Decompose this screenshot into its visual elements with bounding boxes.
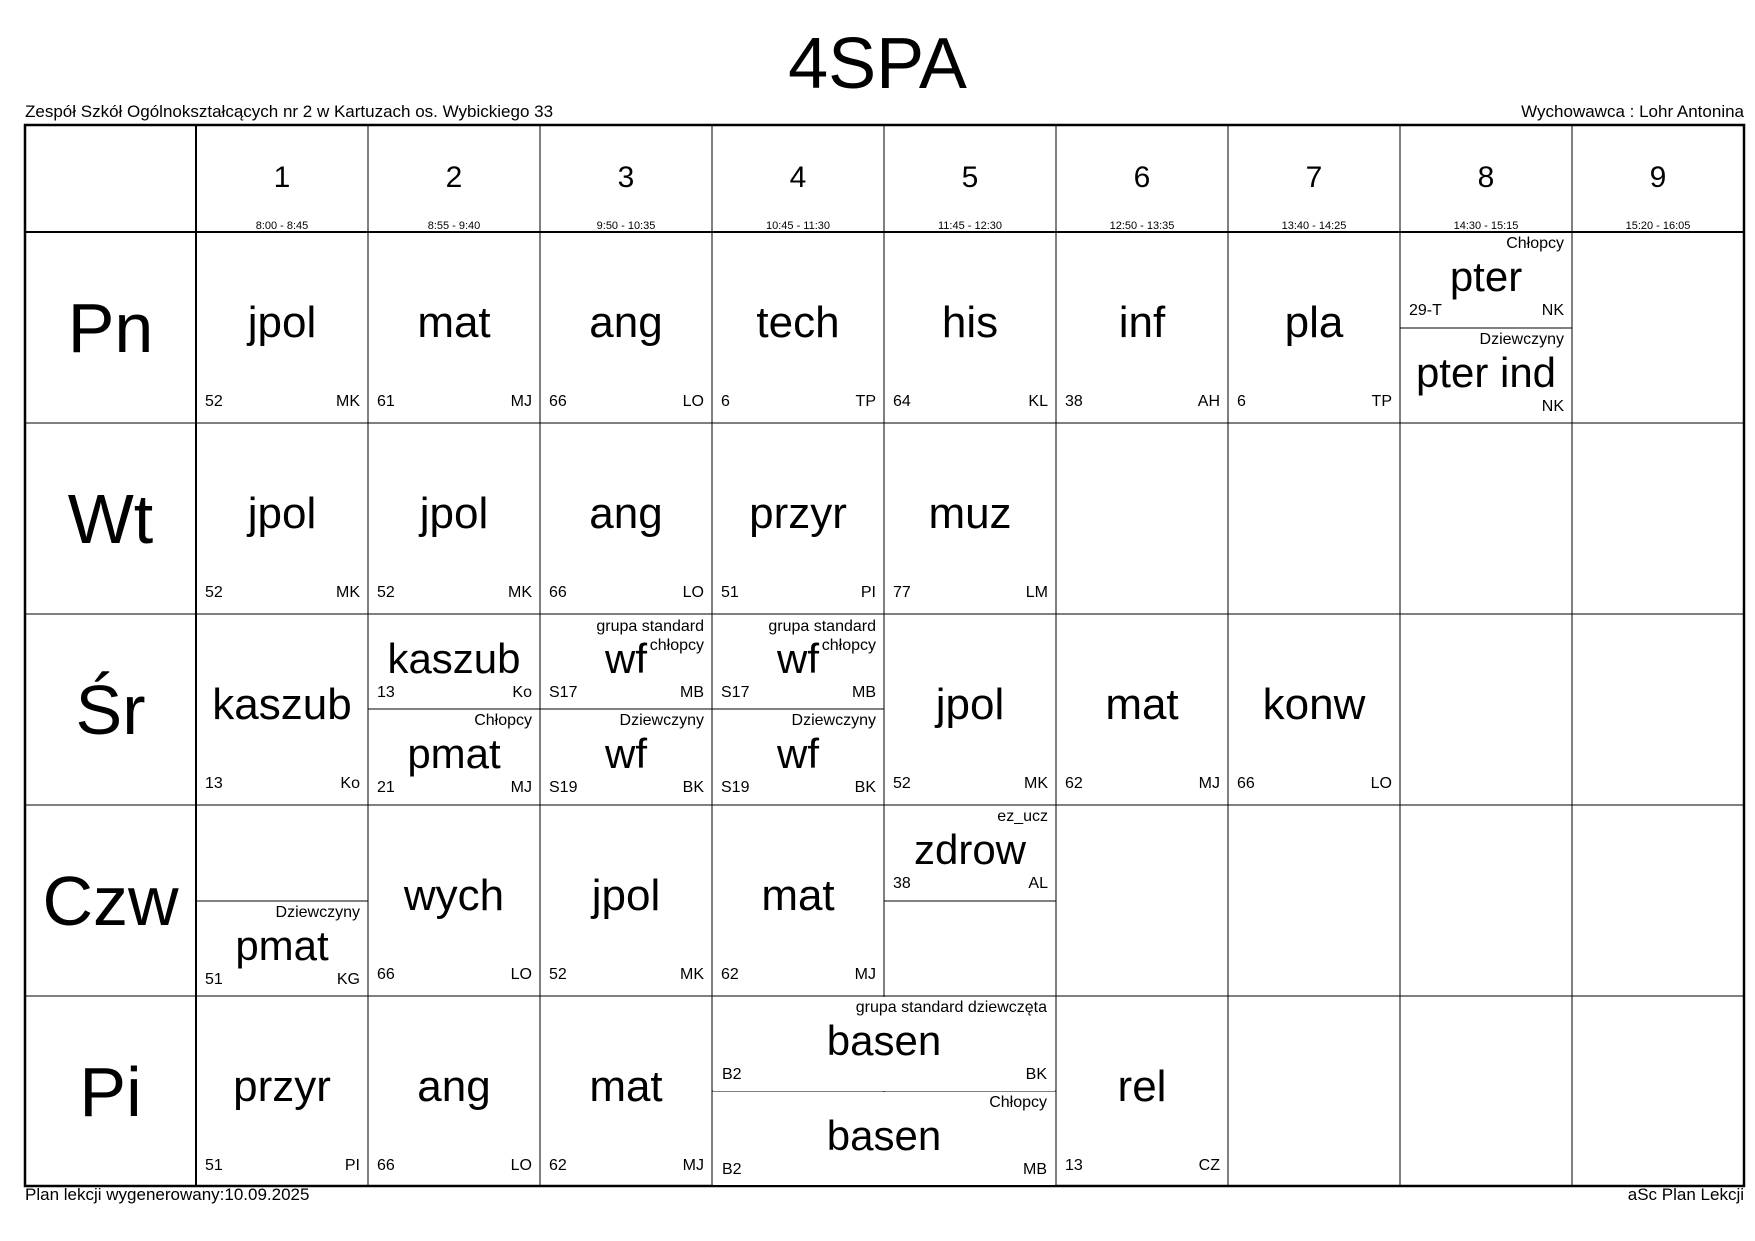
period-number: 6 <box>1133 161 1151 194</box>
lesson-group: Chłopcy <box>989 1094 1047 1111</box>
generated-date: Plan lekcji wygenerowany:10.09.2025 <box>25 1185 310 1204</box>
lesson-teacher: LM <box>1025 584 1048 601</box>
lesson-subject: basen <box>826 1112 942 1159</box>
lesson-subject: tech <box>756 298 840 347</box>
lesson-room: 66 <box>549 584 567 601</box>
lesson-group: Dziewczyny <box>275 904 360 921</box>
lesson-room: S19 <box>721 779 750 796</box>
period-number: 1 <box>273 161 291 194</box>
lesson-subject: muz <box>928 489 1012 538</box>
lesson-subject: jpol <box>419 489 489 538</box>
lesson-cell[interactable] <box>540 423 712 614</box>
lesson-subject: inf <box>1118 298 1166 347</box>
lesson-subject: pmat <box>235 922 329 969</box>
lesson-teacher: MJ <box>1198 775 1220 792</box>
period-header-9 <box>1572 125 1744 232</box>
lesson-teacher: PI <box>860 584 876 601</box>
lesson-room: 13 <box>1065 1157 1083 1174</box>
lesson-group: Chłopcy <box>474 712 532 729</box>
software-credit: aSc Plan Lekcji <box>1627 1185 1744 1204</box>
lesson-subject: jpol <box>247 298 317 347</box>
lesson-teacher: MK <box>1024 775 1048 792</box>
lesson-cell-group-bottom[interactable] <box>712 709 884 805</box>
period-number: 3 <box>617 161 635 194</box>
period-time: 8:00 - 8:45 <box>255 220 309 232</box>
lesson-subject: wf <box>605 730 647 777</box>
lesson-cell[interactable] <box>196 232 368 423</box>
lesson-subject: wf <box>777 730 819 777</box>
period-header-2 <box>368 125 540 232</box>
lesson-subject: kaszub <box>387 635 521 682</box>
period-header-4 <box>712 125 884 232</box>
period-time: 8:55 - 9:40 <box>427 220 481 232</box>
lesson-cell[interactable] <box>712 232 884 423</box>
lesson-cell[interactable] <box>368 805 540 996</box>
lesson-subject: pter <box>1449 253 1523 300</box>
lesson-cell[interactable] <box>884 614 1056 805</box>
lesson-cell-group-top[interactable] <box>1400 232 1572 328</box>
lesson-cell-group-top[interactable] <box>368 614 540 709</box>
day-name: Czw <box>42 862 179 940</box>
lesson-room: 13 <box>205 775 223 792</box>
lesson-room: 62 <box>1065 775 1083 792</box>
period-time: 14:30 - 15:15 <box>1453 220 1519 232</box>
lesson-room: S19 <box>549 779 578 796</box>
period-number: 5 <box>961 161 979 194</box>
lesson-subject: przyr <box>749 489 847 538</box>
period-time: 13:40 - 14:25 <box>1281 220 1347 232</box>
lesson-subject: mat <box>1105 680 1179 729</box>
lesson-group: grupa standard dziewczęta <box>855 999 1047 1016</box>
lesson-subject: his <box>941 298 999 347</box>
period-time: 10:45 - 11:30 <box>765 220 830 232</box>
lesson-cell[interactable] <box>540 996 712 1186</box>
lesson-room: S17 <box>721 684 750 701</box>
lesson-cell[interactable] <box>1056 996 1228 1186</box>
period-time: 11:45 - 12:30 <box>937 220 1002 232</box>
lesson-subject: mat <box>589 1062 663 1111</box>
lesson-cell[interactable] <box>1056 232 1228 423</box>
lesson-teacher: MJ <box>682 1157 704 1174</box>
lesson-cell[interactable] <box>884 423 1056 614</box>
period-number: 8 <box>1477 161 1495 194</box>
lesson-subject: basen <box>826 1017 942 1064</box>
lesson-cell[interactable] <box>540 232 712 423</box>
lesson-room: 66 <box>1237 775 1255 792</box>
day-name: Pn <box>67 289 154 367</box>
lesson-room: 52 <box>893 775 911 792</box>
lesson-teacher: MB <box>680 684 704 701</box>
period-header-3 <box>540 125 712 232</box>
lesson-room: 51 <box>721 584 739 601</box>
lesson-room: 21 <box>377 779 395 796</box>
lesson-cell[interactable] <box>196 614 368 805</box>
day-name: Wt <box>67 480 154 558</box>
period-header-6 <box>1056 125 1228 232</box>
lesson-teacher: MK <box>508 584 532 601</box>
lesson-cell-group-top[interactable] <box>713 997 1055 1091</box>
lesson-cell-group-bottom[interactable] <box>1400 328 1572 423</box>
lesson-teacher: MB <box>1023 1161 1047 1178</box>
lesson-cell[interactable] <box>1228 614 1400 805</box>
lesson-room: 77 <box>893 584 911 601</box>
lesson-subject: zdrow <box>913 826 1027 873</box>
lesson-teacher: NK <box>1541 398 1564 415</box>
period-number: 2 <box>445 161 463 194</box>
lesson-teacher: CZ <box>1198 1157 1220 1174</box>
lesson-subject: pla <box>1284 298 1344 347</box>
period-number: 7 <box>1305 161 1323 194</box>
lesson-cell[interactable] <box>368 996 540 1186</box>
school-name: Zespół Szkół Ogólnokształcących nr 2 w Kartuzach os. Wybickiego 33 <box>25 102 554 121</box>
day-label-pi <box>25 996 196 1186</box>
lesson-room: 52 <box>549 966 567 983</box>
homeroom-teacher: Wychowawca : Lohr Antonina <box>1521 102 1744 121</box>
lesson-room: 29-T <box>1409 302 1442 319</box>
lesson-teacher: LO <box>1370 775 1392 792</box>
period-header-7 <box>1228 125 1400 232</box>
lesson-teacher: MJ <box>510 393 532 410</box>
lesson-subject: wf <box>777 635 819 682</box>
class-title: 4SPA <box>788 24 967 104</box>
lesson-subject: ang <box>589 489 663 538</box>
lesson-room: 66 <box>377 966 395 983</box>
lesson-subject: ang <box>417 1062 491 1111</box>
period-header-5 <box>884 125 1056 232</box>
lesson-group: grupa standard chłopcy <box>596 618 704 654</box>
lesson-room: B2 <box>722 1161 742 1178</box>
lesson-room: 51 <box>205 971 223 988</box>
lesson-room: 51 <box>205 1157 223 1174</box>
lesson-subject: przyr <box>233 1062 331 1111</box>
lesson-cell[interactable] <box>1056 614 1228 805</box>
lesson-subject: pter ind <box>1415 349 1557 396</box>
lesson-room: 62 <box>721 966 739 983</box>
lesson-room: 66 <box>377 1157 395 1174</box>
lesson-room: 66 <box>549 393 567 410</box>
lesson-group: Dziewczyny <box>1479 331 1564 348</box>
lesson-cell-group-bottom[interactable] <box>196 901 368 996</box>
lesson-cell-group-top[interactable] <box>884 805 1056 901</box>
lesson-cell[interactable] <box>712 423 884 614</box>
lesson-teacher: TP <box>1371 393 1392 410</box>
lesson-teacher: KG <box>336 971 360 988</box>
day-label-pn <box>25 232 196 423</box>
lesson-subject: pmat <box>407 730 501 777</box>
day-name: Pi <box>79 1053 142 1131</box>
day-name: Śr <box>75 671 146 749</box>
lesson-cell[interactable] <box>540 805 712 996</box>
lesson-room: 38 <box>893 875 911 892</box>
lesson-teacher: BK <box>854 779 876 796</box>
lesson-teacher: MB <box>852 684 876 701</box>
lesson-teacher: BK <box>1025 1066 1047 1083</box>
lesson-teacher: LO <box>510 1157 532 1174</box>
lesson-subject: jpol <box>247 489 317 538</box>
lesson-room: 61 <box>377 393 395 410</box>
lesson-cell-group-top[interactable] <box>540 614 712 709</box>
lesson-subject: konw <box>1262 680 1366 729</box>
lesson-cell[interactable] <box>884 232 1056 423</box>
lesson-teacher: MK <box>336 393 360 410</box>
lesson-cell[interactable] <box>196 423 368 614</box>
lesson-teacher: NK <box>1541 302 1564 319</box>
lesson-cell[interactable] <box>368 232 540 423</box>
lesson-teacher: LO <box>682 584 704 601</box>
lesson-subject: jpol <box>935 680 1005 729</box>
lesson-teacher: MK <box>336 584 360 601</box>
lesson-subject: kaszub <box>212 680 352 729</box>
lesson-teacher: LO <box>510 966 532 983</box>
lesson-group: Chłopcy <box>1506 235 1564 252</box>
lesson-cell-group-bottom[interactable] <box>368 709 540 805</box>
lesson-subject: wych <box>403 871 505 920</box>
day-label-sr <box>25 614 196 805</box>
period-number: 9 <box>1649 161 1667 194</box>
lesson-teacher: TP <box>855 393 876 410</box>
lesson-cell[interactable] <box>368 423 540 614</box>
lesson-room: 38 <box>1065 393 1083 410</box>
lesson-teacher: KL <box>1028 393 1048 410</box>
lesson-group: Dziewczyny <box>619 712 704 729</box>
lesson-cell-group-bottom[interactable] <box>540 709 712 805</box>
lesson-teacher: BK <box>682 779 704 796</box>
lesson-subject: rel <box>1117 1062 1167 1111</box>
lesson-teacher: LO <box>682 393 704 410</box>
lesson-teacher: Ko <box>340 775 360 792</box>
lesson-subject: jpol <box>591 871 661 920</box>
lesson-group: Dziewczyny <box>791 712 876 729</box>
period-time: 9:50 - 10:35 <box>596 220 656 232</box>
lesson-teacher: PI <box>344 1157 360 1174</box>
day-label-wt <box>25 423 196 614</box>
lesson-room: 6 <box>1237 393 1246 410</box>
lesson-group: grupa standard chłopcy <box>768 618 876 654</box>
lesson-cell-group-top[interactable] <box>712 614 884 709</box>
lesson-teacher: MJ <box>510 779 532 796</box>
lesson-subject: mat <box>417 298 491 347</box>
lesson-cell[interactable] <box>712 805 884 996</box>
lesson-teacher: Ko <box>512 684 532 701</box>
lesson-cell-group-bottom[interactable] <box>713 1092 1055 1185</box>
lesson-room: 64 <box>893 393 911 410</box>
lesson-subject: mat <box>761 871 835 920</box>
lesson-room: 52 <box>205 584 223 601</box>
period-number: 4 <box>789 161 807 194</box>
period-header-8 <box>1400 125 1572 232</box>
lesson-room: 13 <box>377 684 395 701</box>
lesson-teacher: MK <box>680 966 704 983</box>
period-time: 15:20 - 16:05 <box>1625 220 1691 232</box>
lesson-room: 6 <box>721 393 730 410</box>
lesson-teacher: AL <box>1028 875 1048 892</box>
lesson-subject: ang <box>589 298 663 347</box>
lesson-group: ez_ucz <box>997 808 1048 825</box>
lesson-room: B2 <box>722 1066 742 1083</box>
period-header-1 <box>196 125 368 232</box>
lesson-cell[interactable] <box>1228 232 1400 423</box>
lesson-room: 52 <box>205 393 223 410</box>
period-time: 12:50 - 13:35 <box>1109 220 1175 232</box>
lesson-cell[interactable] <box>196 996 368 1186</box>
lesson-subject: wf <box>605 635 647 682</box>
lesson-room: 52 <box>377 584 395 601</box>
lesson-room: 62 <box>549 1157 567 1174</box>
lesson-room: S17 <box>549 684 578 701</box>
day-label-czw <box>25 805 196 996</box>
lesson-teacher: MJ <box>854 966 876 983</box>
lesson-teacher: AH <box>1197 393 1220 410</box>
